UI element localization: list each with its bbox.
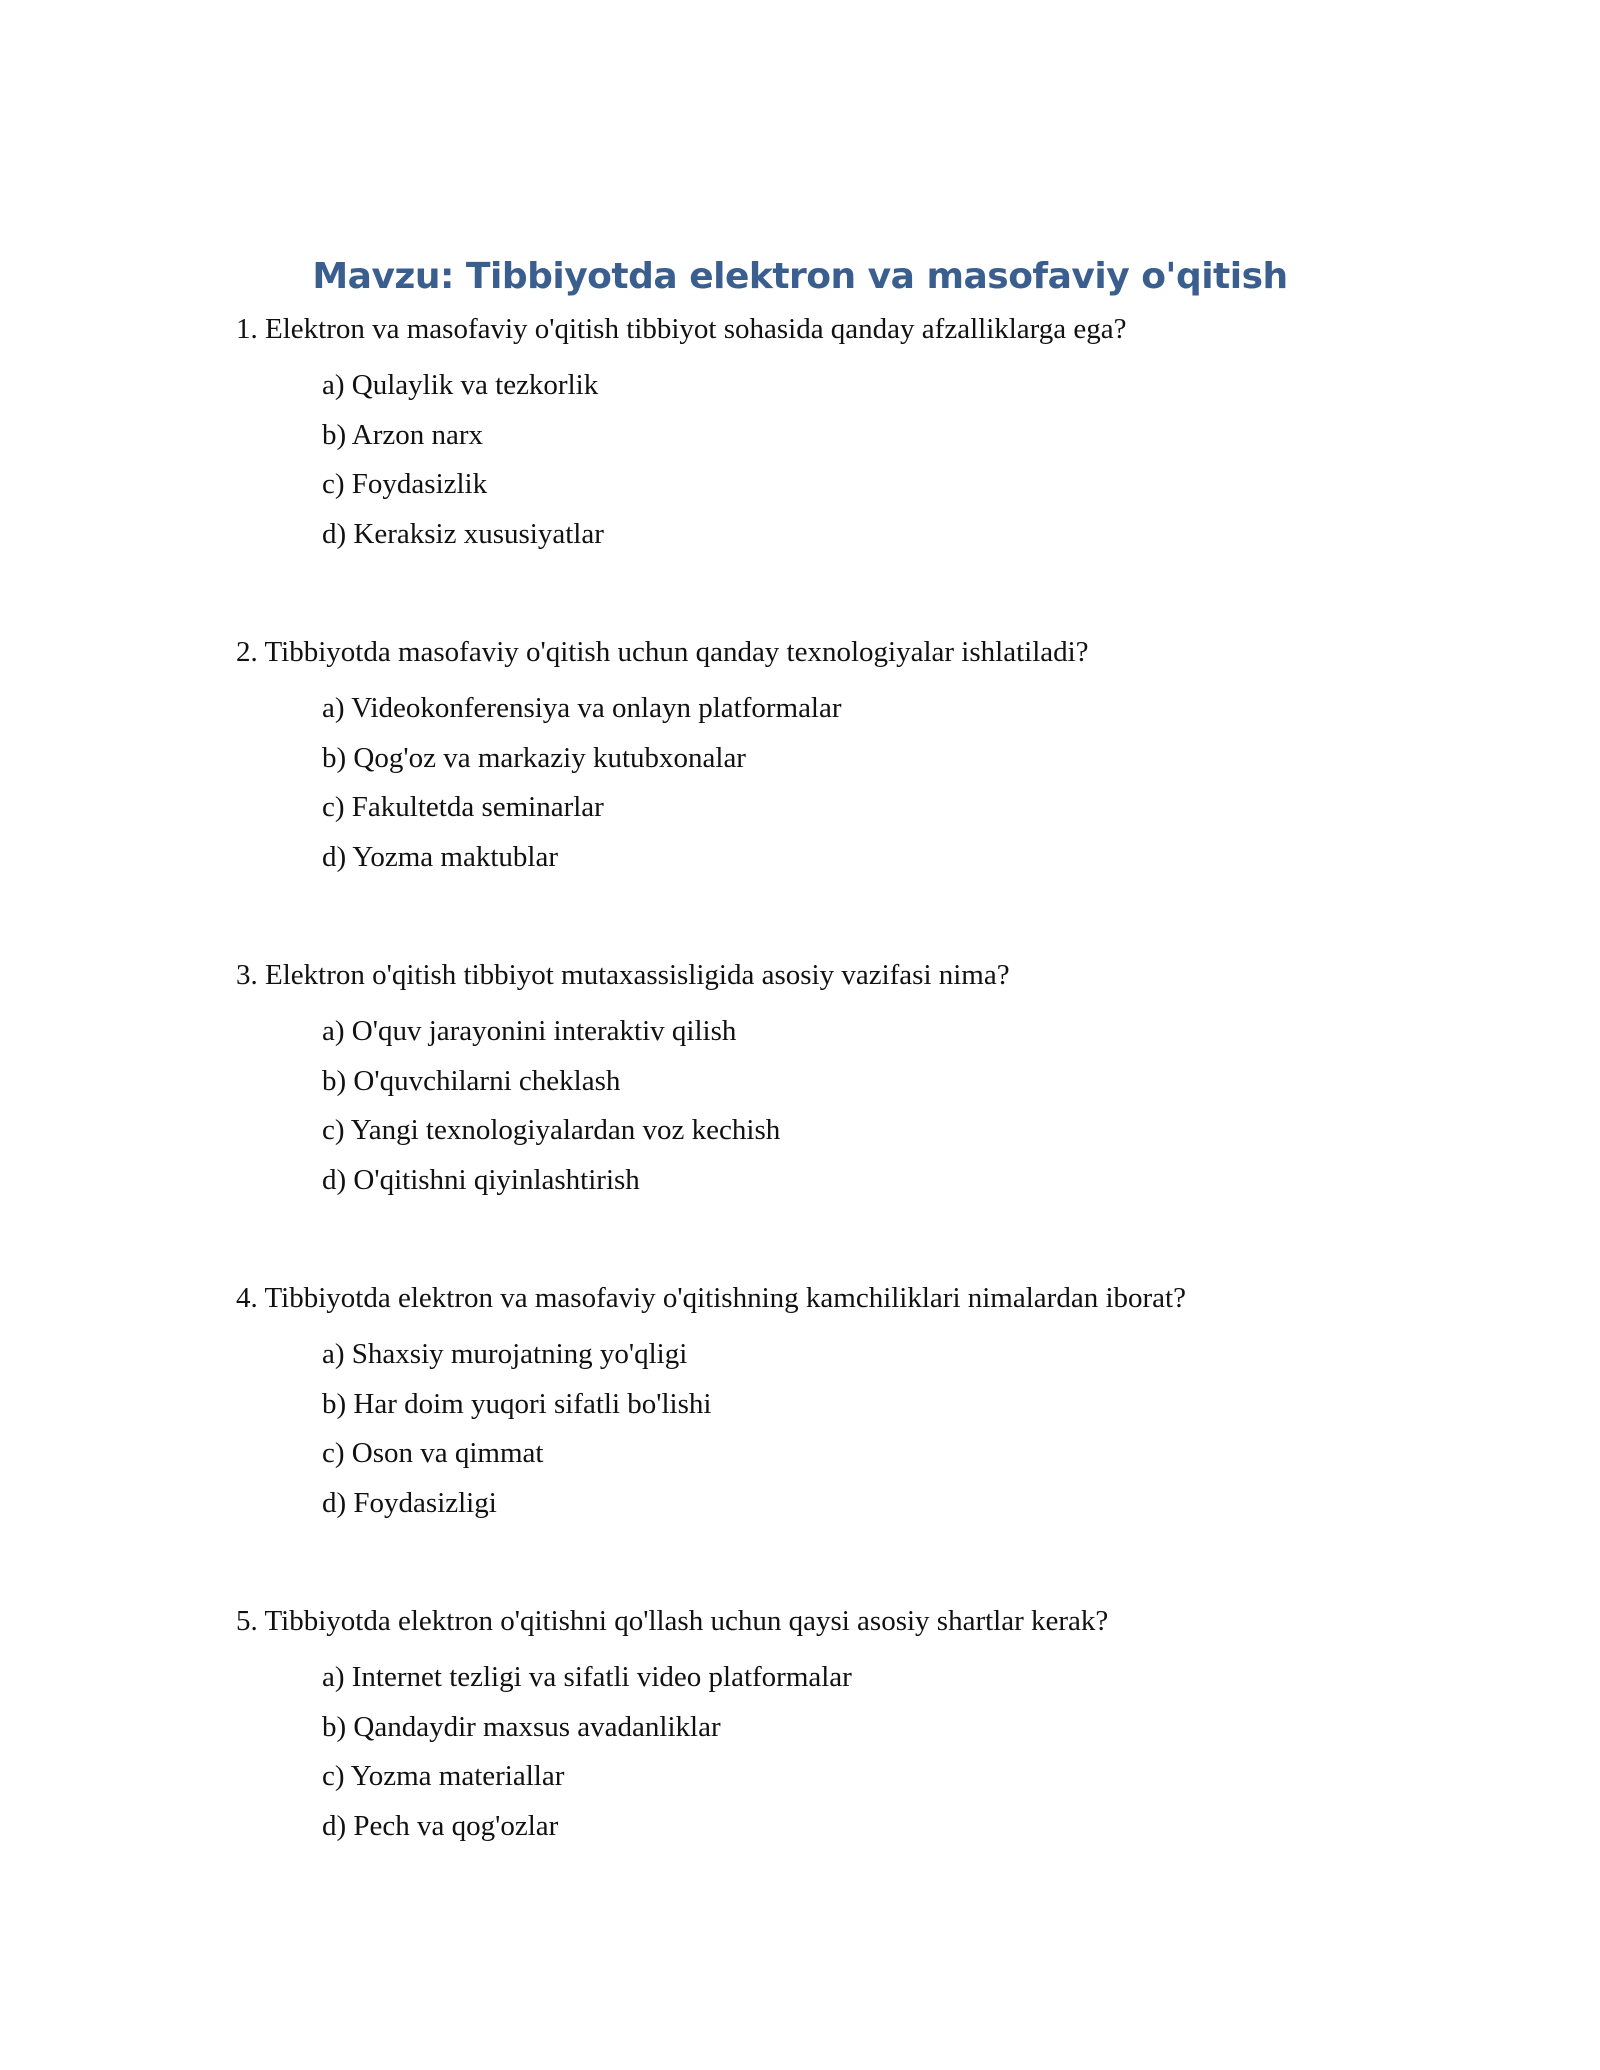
question-item (236, 305, 1436, 559)
answer-option: c) Oson va qimmat (322, 1437, 544, 1469)
answer-option: c) Yangi texnologiyalardan voz kechish (322, 1114, 781, 1146)
answer-option: a) Qulaylik va tezkorlik (322, 369, 599, 401)
option-list (236, 684, 1436, 882)
answer-option: a) Internet tezligi va sifatli video platformalar (322, 1661, 852, 1693)
answer-option: d) Yozma maktublar (322, 840, 558, 873)
question-item (236, 628, 1436, 882)
answer-option: b) Har doim yuqori sifatli bo'lishi (322, 1387, 712, 1420)
answer-option: d) O'qitishni qiyinlashtirish (322, 1163, 640, 1196)
answer-option: c) Foydasizlik (322, 468, 488, 500)
question-item (236, 1274, 1436, 1528)
question-item (236, 951, 1436, 1205)
answer-option: a) Shaxsiy murojatning yo'qligi (322, 1338, 688, 1370)
answer-option: b) O'quvchilarni cheklash (322, 1064, 621, 1097)
answer-option: d) Pech va qog'ozlar (322, 1809, 559, 1842)
answer-option: d) Keraksiz xususiyatlar (322, 517, 604, 550)
question-text: 4. Tibbiyotda elektron va masofaviy o'qitishning kamchiliklari nimalardan iborat? (236, 1282, 1186, 1314)
question-text: 1. Elektron va masofaviy o'qitish tibbiyot sohasida qanday afzalliklarga ega? (236, 313, 1127, 345)
question-text: 5. Tibbiyotda elektron o'qitishni qo'llash uchun qaysi asosiy shartlar kerak? (236, 1605, 1109, 1637)
answer-option: c) Fakultetda seminarlar (322, 791, 604, 823)
answer-option: b) Qandaydir maxsus avadanliklar (322, 1710, 721, 1743)
page-title: Mavzu: Tibbiyotda elektron va masofaviy o'qitish (312, 256, 1288, 297)
option-list (236, 1330, 1436, 1528)
answer-option: d) Foydasizligi (322, 1486, 497, 1519)
answer-option: b) Arzon narx (322, 418, 484, 451)
answer-option: a) O'quv jarayonini interaktiv qilish (322, 1015, 737, 1047)
question-list (236, 305, 1436, 1920)
answer-option: a) Videokonferensiya va onlayn platformalar (322, 692, 842, 724)
answer-option: c) Yozma materiallar (322, 1760, 565, 1792)
answer-option: b) Qog'oz va markaziy kutubxonalar (322, 741, 746, 774)
option-list (236, 1653, 1436, 1851)
question-text: 2. Tibbiyotda masofaviy o'qitish uchun qanday texnologiyalar ishlatiladi? (236, 636, 1089, 668)
question-item (236, 1597, 1436, 1851)
option-list (236, 361, 1436, 559)
question-text: 3. Elektron o'qitish tibbiyot mutaxassisligida asosiy vazifasi nima? (236, 959, 1010, 991)
option-list (236, 1007, 1436, 1205)
